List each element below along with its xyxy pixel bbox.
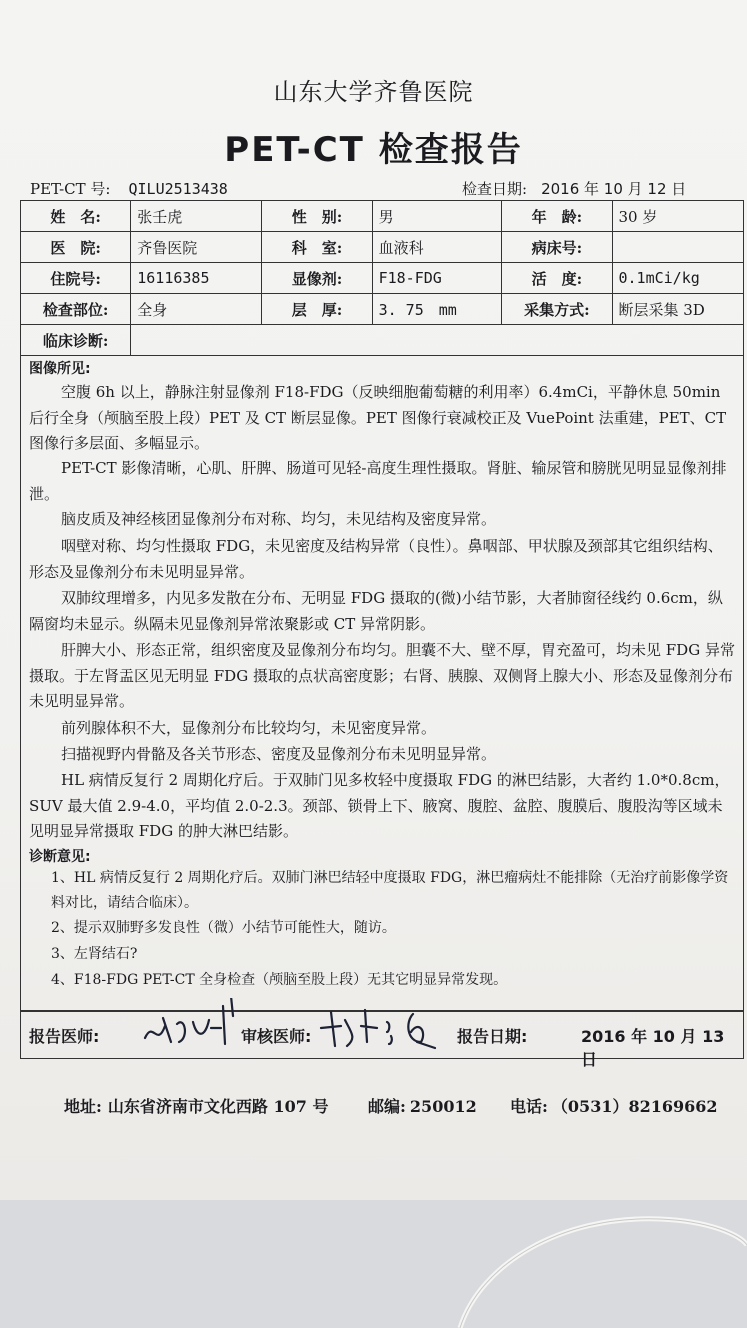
report-body <box>20 350 744 1011</box>
findings-paragraph: 前列腺体积不大，显像剂分布比较均匀，未见密度异常。 <box>61 719 437 737</box>
name-value: 张壬虎 <box>131 201 262 232</box>
reviewer-label: 审核医师: <box>241 1027 312 1046</box>
petct-number-label: PET-CT 号: <box>30 180 111 198</box>
findings-paragraph: 空腹 6h 以上，静脉注射显像剂 F18-FDG（反映细胞葡萄糖的利用率）6.4mCi，平静休息 50min 后行全身（颅脑至股上段）PET 及 CT 断层显像。PET 图像行衰减校正及 VuePoint 法重建，PET、CT 图像行多层面、多幅显示。 <box>29 383 727 452</box>
acquisition-value: 断层采集 3D <box>612 294 744 325</box>
findings-paragraph: 肝脾大小、形态正常，组织密度及显像剂分布均匀。胆囊不大、壁不厚，胃充盈可，均未见 FDG 异常摄取。于左肾盂区见无明显 FDG 摄取的点状高密度影；右肾、胰腺、双侧肾上腺大小、形态及显像剂分布未见明显异常。 <box>29 641 735 710</box>
diagnosis-title: 诊断意见: <box>29 849 91 865</box>
postcode-label: 邮编: <box>368 1097 406 1116</box>
findings-paragraph: HL 病情反复行 2 周期化疗后。于双肺门见多枚轻中度摄取 FDG 的淋巴结影，大者约 1.0*0.8cm，SUV 最大值 2.9-4.0，平均值 2.0-2.3。颈部、锁骨上下、腋窝、腹腔、盆腔、腹膜后、腹股沟等区域未见明显异常摄取 FDG 的肿大淋巴结影。 <box>29 771 730 840</box>
activity-value: 0.1mCi/kg <box>612 263 744 294</box>
footer-address <box>64 1094 328 1117</box>
address-value: 山东省济南市文化西路 107 号 <box>107 1097 329 1116</box>
tracer-value: F18-FDG <box>372 263 502 294</box>
signature-row <box>20 1010 744 1069</box>
phone-value: （0531）82169662 <box>551 1097 718 1116</box>
clinical-dx-label: 临床诊断: <box>21 325 131 356</box>
exam-date <box>462 178 686 199</box>
footer-postcode <box>368 1094 477 1117</box>
table-row <box>21 294 744 325</box>
reporter-signature <box>139 998 249 1054</box>
address-label: 地址: <box>64 1097 102 1116</box>
exam-site-label: 检查部位: <box>21 294 131 325</box>
petct-number <box>30 178 228 199</box>
patient-info-table <box>20 200 744 356</box>
sex-label: 性 别: <box>262 201 372 232</box>
age-value: 30 岁 <box>612 201 744 232</box>
reporter-label: 报告医师: <box>29 1027 100 1046</box>
table-row <box>21 263 744 294</box>
hospital-value: 齐鲁医院 <box>131 232 262 263</box>
report-date-label: 报告日期: <box>457 1027 528 1046</box>
activity-label: 活 度: <box>502 263 612 294</box>
exam-date-value: 2016 年 10 月 12 日 <box>541 180 687 198</box>
inpatient-no-value: 16116385 <box>131 263 262 294</box>
table-row <box>21 201 744 232</box>
findings-paragraph: 脑皮质及神经核团显像剂分布对称、均匀，未见结构及密度异常。 <box>61 510 497 528</box>
hospital-label: 医 院: <box>21 232 131 263</box>
table-row <box>21 232 744 263</box>
exam-site-value: 全身 <box>131 294 262 325</box>
hospital-name: 山东大学齐鲁医院 <box>273 78 474 106</box>
postcode-value: 250012 <box>409 1097 477 1116</box>
footer-phone <box>510 1094 718 1117</box>
findings-paragraph: PET-CT 影像清晰，心肌、肝脾、肠道可见轻-高度生理性摄取。肾脏、输尿管和膀胱见明显显像剂排泄。 <box>29 459 727 503</box>
exam-date-label: 检查日期: <box>462 180 528 198</box>
diagnosis-item: 4、F18-FDG PET-CT 全身检查（颅脑至股上段）无其它明显异常发现。 <box>51 972 508 988</box>
findings-title: 图像所见: <box>29 361 91 377</box>
findings-paragraph: 咽壁对称、均匀性摄取 FDG，未见密度及结构异常（良性）。鼻咽部、甲状腺及颈部其它组织结构、形态及显像剂分布未见明显异常。 <box>29 537 723 581</box>
inpatient-no-label: 住院号: <box>21 263 131 294</box>
phone-label: 电话: <box>510 1097 548 1116</box>
petct-number-value: QILU2513438 <box>128 180 228 198</box>
diagnosis-item: 3、左肾结石? <box>51 946 138 962</box>
report-date-value: 2016 年 10 月 13 日 <box>581 1027 725 1069</box>
reviewer-signature <box>317 1002 447 1058</box>
bed-label: 病床号: <box>502 232 612 263</box>
slice-thickness-value: 3. 75 mm <box>372 294 502 325</box>
tracer-label: 显像剂: <box>262 263 372 294</box>
sex-value: 男 <box>372 201 502 232</box>
department-label: 科 室: <box>262 232 372 263</box>
slice-thickness-label: 层 厚: <box>262 294 372 325</box>
diagnosis-item: 2、提示双肺野多发良性（微）小结节可能性大，随访。 <box>51 920 396 936</box>
bed-value <box>612 232 744 263</box>
age-label: 年 龄: <box>502 201 612 232</box>
name-label: 姓 名: <box>21 201 131 232</box>
diagnosis-item: 1、HL 病情反复行 2 周期化疗后。双肺门淋巴结轻中度摄取 FDG，淋巴瘤病灶不能排除（无治疗前影像学资料对比，请结合临床）。 <box>51 870 729 911</box>
report-title: PET-CT 检查报告 <box>224 130 523 170</box>
findings-paragraph: 扫描视野内骨骼及各关节形态、密度及显像剂分布未见明显异常。 <box>61 745 497 763</box>
department-value: 血液科 <box>372 232 502 263</box>
cable-decoration <box>420 1205 747 1328</box>
acquisition-label: 采集方式: <box>502 294 612 325</box>
findings-paragraph: 双肺纹理增多，内见多发散在分布、无明显 FDG 摄取的(微)小结节影，大者肺窗径线约 0.6cm，纵隔窗均未显示。纵隔未见显像剂异常浓聚影或 CT 异常阴影。 <box>29 589 723 633</box>
